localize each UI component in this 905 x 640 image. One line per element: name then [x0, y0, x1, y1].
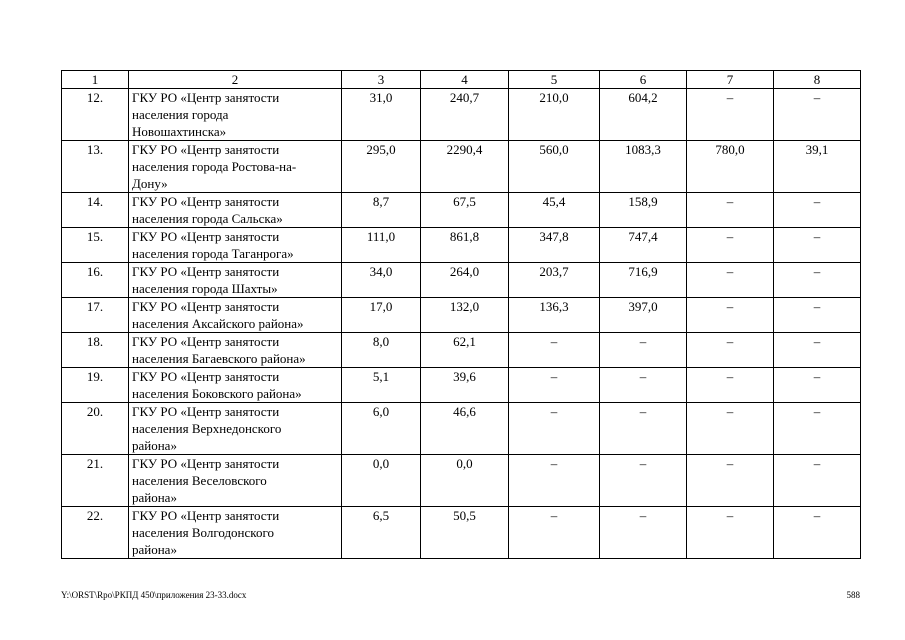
value-cell-c3: 8,0 — [342, 333, 421, 368]
row-number: 19. — [62, 368, 129, 403]
organization-name-line: Дону» — [132, 176, 168, 191]
value-cell-c6: 747,4 — [600, 228, 687, 263]
value-cell-c4: 132,0 — [421, 298, 509, 333]
row-number: 20. — [62, 403, 129, 455]
table-row — [62, 333, 861, 368]
organization-name-line: ГКУ РО «Центр занятости — [132, 264, 280, 279]
organization-name-line: района» — [132, 490, 177, 505]
value-cell-c7: – — [687, 455, 774, 507]
organization-name-line: населения города Ростова-на- — [132, 159, 297, 174]
header-cell: 1 — [62, 71, 129, 89]
value-cell-c7: – — [687, 333, 774, 368]
value-cell-c3: 5,1 — [342, 368, 421, 403]
value-cell-c5: – — [509, 333, 600, 368]
header-cell: 6 — [600, 71, 687, 89]
data-table — [61, 70, 861, 559]
organization-name-line: ГКУ РО «Центр занятости — [132, 508, 280, 523]
row-number: 14. — [62, 193, 129, 228]
organization-name-line: населения города Таганрога» — [132, 246, 294, 261]
table-row — [62, 298, 861, 333]
value-cell-c5: 203,7 — [509, 263, 600, 298]
organization-name-line: ГКУ РО «Центр занятости — [132, 194, 280, 209]
page-number: 588 — [846, 590, 860, 600]
value-cell-c7: – — [687, 193, 774, 228]
value-cell-c8: – — [774, 298, 861, 333]
organization-name — [129, 193, 342, 228]
value-cell-c4: 264,0 — [421, 263, 509, 298]
organization-name-line: населения Багаевского района» — [132, 351, 306, 366]
value-cell-c7: – — [687, 298, 774, 333]
organization-name — [129, 89, 342, 141]
value-cell-c8: – — [774, 507, 861, 559]
value-cell-c5: 136,3 — [509, 298, 600, 333]
value-cell-c4: 2290,4 — [421, 141, 509, 193]
value-cell-c8: – — [774, 403, 861, 455]
file-path: Y:\ORST\Rpo\РКПД 450\приложения 23-33.docx — [61, 590, 247, 600]
value-cell-c5: – — [509, 507, 600, 559]
value-cell-c4: 50,5 — [421, 507, 509, 559]
row-number: 16. — [62, 263, 129, 298]
value-cell-c7: – — [687, 263, 774, 298]
value-cell-c8: – — [774, 263, 861, 298]
row-number: 13. — [62, 141, 129, 193]
value-cell-c4: 240,7 — [421, 89, 509, 141]
organization-name — [129, 263, 342, 298]
value-cell-c3: 295,0 — [342, 141, 421, 193]
value-cell-c8: – — [774, 455, 861, 507]
header-cell: 4 — [421, 71, 509, 89]
table-row — [62, 89, 861, 141]
value-cell-c6: – — [600, 455, 687, 507]
value-cell-c4: 46,6 — [421, 403, 509, 455]
value-cell-c3: 17,0 — [342, 298, 421, 333]
organization-name-line: населения города Сальска» — [132, 211, 283, 226]
organization-name — [129, 333, 342, 368]
value-cell-c5: 347,8 — [509, 228, 600, 263]
organization-name-line: населения Верхнедонского — [132, 421, 282, 436]
value-cell-c5: – — [509, 455, 600, 507]
organization-name — [129, 368, 342, 403]
value-cell-c6: 158,9 — [600, 193, 687, 228]
organization-name-line: ГКУ РО «Центр занятости — [132, 299, 280, 314]
organization-name — [129, 507, 342, 559]
organization-name-line: района» — [132, 438, 177, 453]
organization-name-line: ГКУ РО «Центр занятости — [132, 334, 280, 349]
organization-name-line: населения Боковского района» — [132, 386, 302, 401]
organization-name-line: ГКУ РО «Центр занятости — [132, 456, 280, 471]
value-cell-c6: – — [600, 403, 687, 455]
table-row — [62, 228, 861, 263]
organization-name-line: населения Веселовского — [132, 473, 267, 488]
organization-name-line: ГКУ РО «Центр занятости — [132, 369, 280, 384]
table-row — [62, 368, 861, 403]
header-cell: 3 — [342, 71, 421, 89]
organization-name-line: населения города — [132, 107, 229, 122]
value-cell-c4: 67,5 — [421, 193, 509, 228]
value-cell-c3: 31,0 — [342, 89, 421, 141]
value-cell-c3: 6,0 — [342, 403, 421, 455]
value-cell-c4: 39,6 — [421, 368, 509, 403]
table-header-row — [62, 71, 861, 89]
value-cell-c8: – — [774, 368, 861, 403]
organization-name — [129, 228, 342, 263]
row-number: 15. — [62, 228, 129, 263]
organization-name — [129, 141, 342, 193]
organization-name-line: ГКУ РО «Центр занятости — [132, 404, 280, 419]
value-cell-c6: 397,0 — [600, 298, 687, 333]
organization-name-line: населения Аксайского района» — [132, 316, 304, 331]
value-cell-c7: – — [687, 228, 774, 263]
table-row — [62, 263, 861, 298]
header-cell: 7 — [687, 71, 774, 89]
value-cell-c3: 0,0 — [342, 455, 421, 507]
value-cell-c6: 1083,3 — [600, 141, 687, 193]
organization-name — [129, 298, 342, 333]
value-cell-c7: – — [687, 403, 774, 455]
value-cell-c6: – — [600, 333, 687, 368]
organization-name-line: района» — [132, 542, 177, 557]
value-cell-c8: – — [774, 193, 861, 228]
value-cell-c8: – — [774, 89, 861, 141]
value-cell-c5: 210,0 — [509, 89, 600, 141]
value-cell-c6: 716,9 — [600, 263, 687, 298]
header-cell: 8 — [774, 71, 861, 89]
value-cell-c8: – — [774, 228, 861, 263]
row-number: 12. — [62, 89, 129, 141]
table-row — [62, 455, 861, 507]
value-cell-c5: 560,0 — [509, 141, 600, 193]
row-number: 18. — [62, 333, 129, 368]
organization-name-line: ГКУ РО «Центр занятости — [132, 229, 280, 244]
value-cell-c7: – — [687, 507, 774, 559]
organization-name-line: населения города Шахты» — [132, 281, 278, 296]
value-cell-c8: – — [774, 333, 861, 368]
row-number: 17. — [62, 298, 129, 333]
value-cell-c5: 45,4 — [509, 193, 600, 228]
table-row — [62, 141, 861, 193]
value-cell-c7: – — [687, 368, 774, 403]
value-cell-c5: – — [509, 368, 600, 403]
organization-name-line: ГКУ РО «Центр занятости — [132, 142, 280, 157]
value-cell-c6: – — [600, 368, 687, 403]
organization-name-line: населения Волгодонского — [132, 525, 274, 540]
value-cell-c3: 8,7 — [342, 193, 421, 228]
value-cell-c7: – — [687, 89, 774, 141]
header-cell: 5 — [509, 71, 600, 89]
row-number: 22. — [62, 507, 129, 559]
value-cell-c3: 34,0 — [342, 263, 421, 298]
table-row — [62, 507, 861, 559]
header-cell: 2 — [129, 71, 342, 89]
organization-name-line: ГКУ РО «Центр занятости — [132, 90, 280, 105]
row-number: 21. — [62, 455, 129, 507]
value-cell-c4: 861,8 — [421, 228, 509, 263]
value-cell-c8: 39,1 — [774, 141, 861, 193]
value-cell-c4: 62,1 — [421, 333, 509, 368]
organization-name-line: Новошахтинска» — [132, 124, 227, 139]
table-row — [62, 403, 861, 455]
value-cell-c3: 6,5 — [342, 507, 421, 559]
table-row — [62, 193, 861, 228]
value-cell-c3: 111,0 — [342, 228, 421, 263]
value-cell-c7: 780,0 — [687, 141, 774, 193]
organization-name — [129, 403, 342, 455]
value-cell-c6: – — [600, 507, 687, 559]
organization-name — [129, 455, 342, 507]
value-cell-c6: 604,2 — [600, 89, 687, 141]
value-cell-c4: 0,0 — [421, 455, 509, 507]
value-cell-c5: – — [509, 403, 600, 455]
